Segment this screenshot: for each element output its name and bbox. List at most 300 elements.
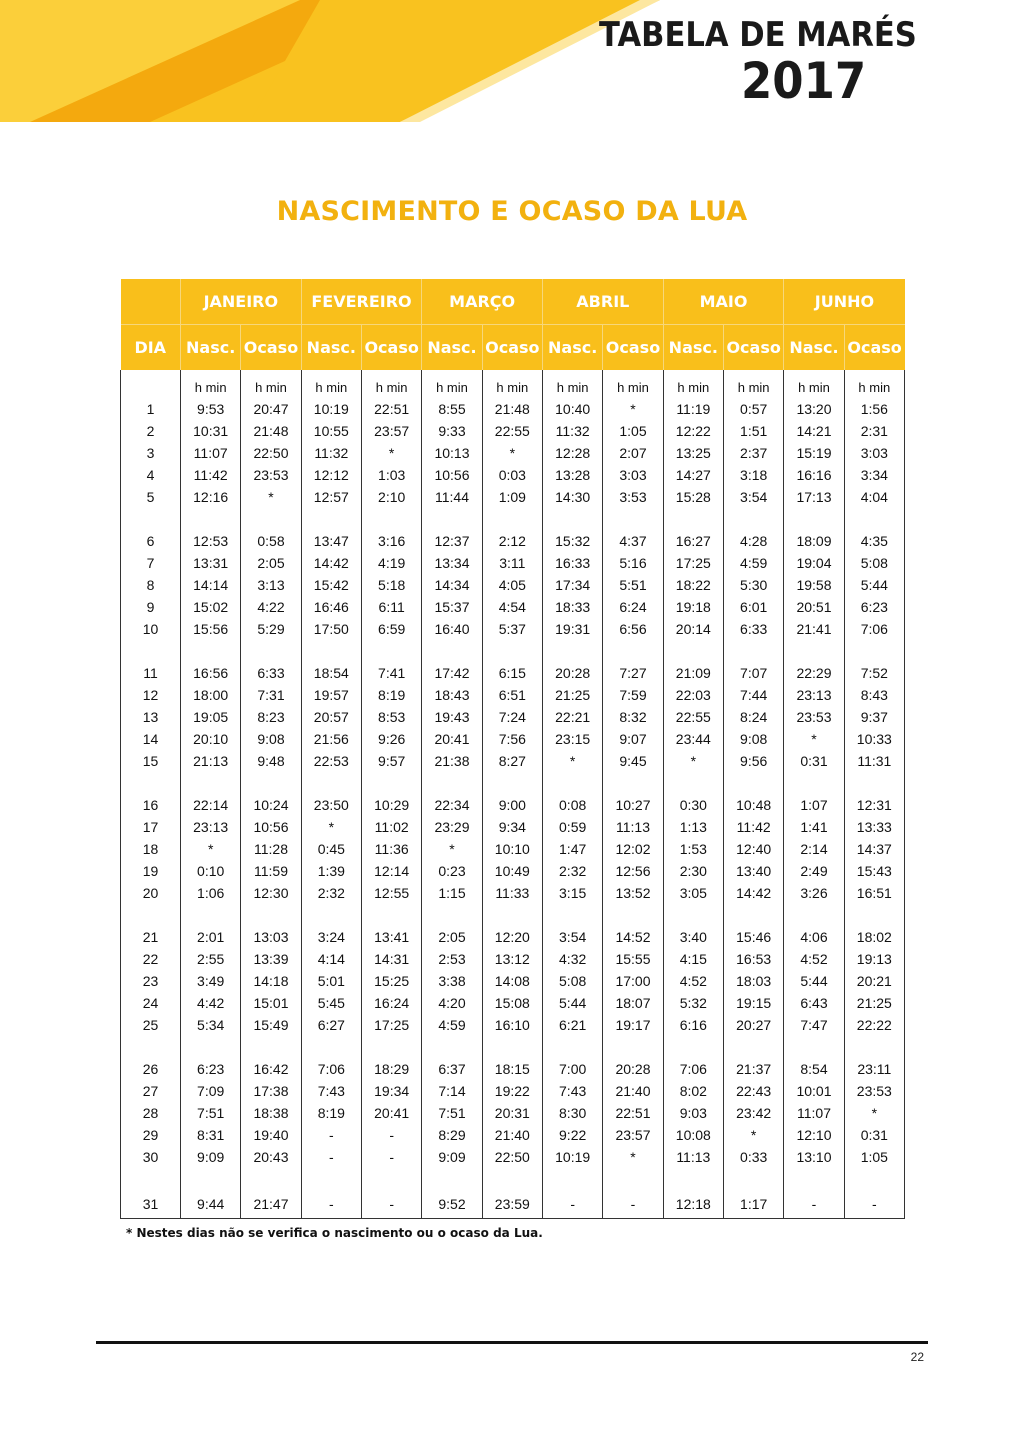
table-row bbox=[121, 1080, 905, 1102]
moonrise-cell: 1:06 bbox=[181, 882, 241, 904]
moonset-cell: 21:40 bbox=[482, 1124, 542, 1146]
moonset-cell: 4:05 bbox=[482, 574, 542, 596]
moonrise-cell: 16:16 bbox=[784, 464, 844, 486]
moonrise-cell: 17:13 bbox=[784, 486, 844, 508]
moonset-cell: 5:29 bbox=[241, 618, 301, 640]
moonrise-cell: 2:01 bbox=[181, 926, 241, 948]
spacer-cell bbox=[663, 508, 723, 530]
moonrise-cell: 15:28 bbox=[663, 486, 723, 508]
moonset-cell: 9:37 bbox=[844, 706, 904, 728]
moonset-cell: 9:56 bbox=[723, 750, 783, 772]
moonrise-cell: 14:27 bbox=[663, 464, 723, 486]
moonset-cell: 7:44 bbox=[723, 684, 783, 706]
table-row bbox=[121, 838, 905, 860]
moonrise-cell: 15:19 bbox=[784, 442, 844, 464]
moonset-cell: 7:59 bbox=[603, 684, 663, 706]
table-row bbox=[121, 596, 905, 618]
spacer-cell bbox=[482, 904, 542, 926]
moonset-cell: 0:57 bbox=[723, 398, 783, 420]
moonrise-cell: 10:13 bbox=[422, 442, 482, 464]
units-cell: h min bbox=[784, 370, 844, 398]
moonrise-cell: 8:30 bbox=[542, 1102, 602, 1124]
moonset-cell: 4:28 bbox=[723, 530, 783, 552]
moonset-cell: 1:51 bbox=[723, 420, 783, 442]
moonrise-cell: 11:32 bbox=[301, 442, 361, 464]
day-cell: 18 bbox=[121, 838, 181, 860]
table-row bbox=[121, 926, 905, 948]
spacer-cell bbox=[361, 1036, 421, 1058]
moonset-cell: 14:08 bbox=[482, 970, 542, 992]
moonset-cell: 4:54 bbox=[482, 596, 542, 618]
moonset-cell: 8:32 bbox=[603, 706, 663, 728]
moonrise-cell: 17:42 bbox=[422, 662, 482, 684]
moonrise-cell: 22:14 bbox=[181, 794, 241, 816]
moonrise-cell: 14:30 bbox=[542, 486, 602, 508]
moonrise-cell: 5:01 bbox=[301, 970, 361, 992]
moonset-cell: 21:48 bbox=[241, 420, 301, 442]
moonset-cell: 0:31 bbox=[844, 1124, 904, 1146]
spacer-cell bbox=[844, 1036, 904, 1058]
moonset-cell: 14:52 bbox=[603, 926, 663, 948]
spacer-cell bbox=[121, 904, 181, 926]
moonset-cell: 15:46 bbox=[723, 926, 783, 948]
moonset-cell: 13:52 bbox=[603, 882, 663, 904]
moonrise-cell: 7:00 bbox=[542, 1058, 602, 1080]
units-cell: h min bbox=[482, 370, 542, 398]
spacer-cell bbox=[844, 508, 904, 530]
moonrise-cell: 7:43 bbox=[542, 1080, 602, 1102]
moonrise-cell: 19:58 bbox=[784, 574, 844, 596]
moonset-cell: 9:45 bbox=[603, 750, 663, 772]
spacer-cell bbox=[241, 508, 301, 530]
spacer-cell bbox=[723, 640, 783, 662]
moonset-cell: 21:48 bbox=[482, 398, 542, 420]
moonset-cell: 21:25 bbox=[844, 992, 904, 1014]
day-cell: 6 bbox=[121, 530, 181, 552]
table-row bbox=[121, 860, 905, 882]
spacer-cell bbox=[422, 1036, 482, 1058]
spacer-cell bbox=[723, 772, 783, 794]
moonrise-cell: 23:13 bbox=[784, 684, 844, 706]
moonset-cell: 9:34 bbox=[482, 816, 542, 838]
moonrise-cell: 10:19 bbox=[542, 1146, 602, 1168]
table-row bbox=[121, 882, 905, 904]
moonset-cell: 4:59 bbox=[723, 552, 783, 574]
spacer-cell bbox=[784, 772, 844, 794]
spacer-cell bbox=[663, 772, 723, 794]
moonrise-cell: 6:43 bbox=[784, 992, 844, 1014]
table-row bbox=[121, 706, 905, 728]
moonrise-cell: 17:50 bbox=[301, 618, 361, 640]
spacer-cell bbox=[542, 772, 602, 794]
moonrise-cell: 3:26 bbox=[784, 882, 844, 904]
moonrise-cell: 17:25 bbox=[663, 552, 723, 574]
moonset-cell: 3:16 bbox=[361, 530, 421, 552]
moonrise-cell: 12:10 bbox=[784, 1124, 844, 1146]
moonset-cell: 6:11 bbox=[361, 596, 421, 618]
table-row bbox=[121, 574, 905, 596]
spacer-cell bbox=[844, 640, 904, 662]
spacer-cell bbox=[784, 640, 844, 662]
moonrise-cell: 5:44 bbox=[784, 970, 844, 992]
moonrise-cell: 20:41 bbox=[422, 728, 482, 750]
day-cell: 12 bbox=[121, 684, 181, 706]
moonset-cell: 7:06 bbox=[844, 618, 904, 640]
table-row bbox=[121, 662, 905, 684]
moonset-cell: - bbox=[361, 1146, 421, 1168]
moonset-cell: 18:15 bbox=[482, 1058, 542, 1080]
moonset-cell: 3:54 bbox=[723, 486, 783, 508]
moonrise-cell: 12:28 bbox=[542, 442, 602, 464]
moonset-cell: 17:38 bbox=[241, 1080, 301, 1102]
moonset-cell: 22:51 bbox=[603, 1102, 663, 1124]
moonrise-cell: - bbox=[784, 1190, 844, 1219]
moonset-cell: 9:08 bbox=[723, 728, 783, 750]
units-cell: h min bbox=[603, 370, 663, 398]
moonset-cell: 6:15 bbox=[482, 662, 542, 684]
moonset-cell: 3:53 bbox=[603, 486, 663, 508]
table-row bbox=[121, 948, 905, 970]
moonrise-cell: 11:19 bbox=[663, 398, 723, 420]
spacer-cell bbox=[301, 640, 361, 662]
moonset-cell: 21:47 bbox=[241, 1190, 301, 1219]
moonset-cell: 10:27 bbox=[603, 794, 663, 816]
moonset-cell: 22:51 bbox=[361, 398, 421, 420]
table-row bbox=[121, 1146, 905, 1168]
moonset-cell: 7:24 bbox=[482, 706, 542, 728]
spacer-cell bbox=[241, 1036, 301, 1058]
moonset-cell: 23:57 bbox=[361, 420, 421, 442]
spacer-cell bbox=[422, 1168, 482, 1190]
spacer-cell bbox=[181, 1036, 241, 1058]
moonset-cell: 20:28 bbox=[603, 1058, 663, 1080]
dia-header: DIA bbox=[121, 325, 181, 371]
moonrise-cell: 5:32 bbox=[663, 992, 723, 1014]
table-body bbox=[121, 370, 905, 1219]
spacer-cell bbox=[542, 508, 602, 530]
moonset-cell: 5:51 bbox=[603, 574, 663, 596]
moonset-cell: 7:56 bbox=[482, 728, 542, 750]
moonrise-cell: 0:10 bbox=[181, 860, 241, 882]
spacer-cell bbox=[301, 772, 361, 794]
table-row bbox=[121, 1014, 905, 1036]
moonrise-cell: 2:32 bbox=[542, 860, 602, 882]
moonrise-cell: 18:22 bbox=[663, 574, 723, 596]
moonset-cell: 12:02 bbox=[603, 838, 663, 860]
moonrise-cell: 15:37 bbox=[422, 596, 482, 618]
moonset-cell: * bbox=[603, 1146, 663, 1168]
day-cell: 13 bbox=[121, 706, 181, 728]
moonset-cell: 23:42 bbox=[723, 1102, 783, 1124]
moonset-cell: 9:48 bbox=[241, 750, 301, 772]
day-cell: 10 bbox=[121, 618, 181, 640]
moonset-cell: * bbox=[482, 442, 542, 464]
moonset-cell: 18:38 bbox=[241, 1102, 301, 1124]
moonrise-cell: 8:54 bbox=[784, 1058, 844, 1080]
moonrise-cell: 14:21 bbox=[784, 420, 844, 442]
moonrise-cell: 12:12 bbox=[301, 464, 361, 486]
moonset-cell: 6:24 bbox=[603, 596, 663, 618]
units-row bbox=[121, 370, 905, 398]
moonrise-cell: * bbox=[542, 750, 602, 772]
day-cell: 3 bbox=[121, 442, 181, 464]
spacer-cell bbox=[301, 1168, 361, 1190]
moonset-cell: 23:53 bbox=[844, 1080, 904, 1102]
moonrise-cell: 9:52 bbox=[422, 1190, 482, 1219]
spacer-cell bbox=[241, 640, 301, 662]
units-cell: h min bbox=[181, 370, 241, 398]
moonset-cell: 1:17 bbox=[723, 1190, 783, 1219]
moonrise-cell: * bbox=[301, 816, 361, 838]
moonset-cell: 18:02 bbox=[844, 926, 904, 948]
moonset-cell: 20:43 bbox=[241, 1146, 301, 1168]
moonrise-cell: 6:37 bbox=[422, 1058, 482, 1080]
moonrise-cell: 10:55 bbox=[301, 420, 361, 442]
moonrise-cell: 23:53 bbox=[784, 706, 844, 728]
moonrise-cell: 0:23 bbox=[422, 860, 482, 882]
moonrise-cell: 4:32 bbox=[542, 948, 602, 970]
spacer-cell bbox=[361, 1168, 421, 1190]
moonrise-cell: 16:33 bbox=[542, 552, 602, 574]
moonrise-cell: 11:44 bbox=[422, 486, 482, 508]
spacer-cell bbox=[301, 1036, 361, 1058]
table-row bbox=[121, 552, 905, 574]
moonrise-cell: 22:55 bbox=[663, 706, 723, 728]
moonrise-cell: 19:18 bbox=[663, 596, 723, 618]
moonrise-cell: 9:09 bbox=[181, 1146, 241, 1168]
moonset-cell: 19:13 bbox=[844, 948, 904, 970]
spacer-cell bbox=[603, 508, 663, 530]
moonset-cell: 10:48 bbox=[723, 794, 783, 816]
set-header: Ocaso bbox=[241, 325, 301, 371]
spacer-cell bbox=[723, 508, 783, 530]
moonset-cell: 15:08 bbox=[482, 992, 542, 1014]
moonset-cell: 15:43 bbox=[844, 860, 904, 882]
spacer-cell bbox=[181, 640, 241, 662]
moonset-cell: 2:12 bbox=[482, 530, 542, 552]
moonrise-cell: 4:52 bbox=[663, 970, 723, 992]
spacer-cell bbox=[603, 904, 663, 926]
moonset-cell: 20:47 bbox=[241, 398, 301, 420]
moonset-cell: 22:55 bbox=[482, 420, 542, 442]
rise-header: Nasc. bbox=[542, 325, 602, 371]
moonrise-cell: 21:09 bbox=[663, 662, 723, 684]
month-header: MAIO bbox=[663, 279, 784, 325]
day-cell: 28 bbox=[121, 1102, 181, 1124]
moonrise-cell: 4:14 bbox=[301, 948, 361, 970]
day-cell: 17 bbox=[121, 816, 181, 838]
units-cell: h min bbox=[301, 370, 361, 398]
spacer-row bbox=[121, 1168, 905, 1190]
moonrise-cell: 10:31 bbox=[181, 420, 241, 442]
month-header: JUNHO bbox=[784, 279, 905, 325]
moonrise-cell: 23:29 bbox=[422, 816, 482, 838]
moonset-cell: 9:08 bbox=[241, 728, 301, 750]
spacer-row bbox=[121, 772, 905, 794]
section-title: NASCIMENTO E OCASO DA LUA bbox=[276, 196, 748, 227]
spacer-cell bbox=[181, 904, 241, 926]
day-cell: 4 bbox=[121, 464, 181, 486]
day-cell: 8 bbox=[121, 574, 181, 596]
moonset-cell: 9:00 bbox=[482, 794, 542, 816]
moonrise-cell: 3:49 bbox=[181, 970, 241, 992]
moonrise-cell: 5:08 bbox=[542, 970, 602, 992]
moonset-cell: 1:09 bbox=[482, 486, 542, 508]
moonrise-cell: 21:38 bbox=[422, 750, 482, 772]
moonset-cell: 3:03 bbox=[844, 442, 904, 464]
spacer-cell bbox=[301, 508, 361, 530]
moonset-cell: 13:03 bbox=[241, 926, 301, 948]
spacer-cell bbox=[603, 1168, 663, 1190]
moonrise-cell: 4:59 bbox=[422, 1014, 482, 1036]
spacer-cell bbox=[784, 1168, 844, 1190]
spacer-cell bbox=[542, 1036, 602, 1058]
table-row bbox=[121, 970, 905, 992]
moonrise-cell: 16:40 bbox=[422, 618, 482, 640]
moonset-cell: 11:13 bbox=[603, 816, 663, 838]
table-row bbox=[121, 530, 905, 552]
spacer-row bbox=[121, 1036, 905, 1058]
moonrise-cell: 3:54 bbox=[542, 926, 602, 948]
day-cell: 14 bbox=[121, 728, 181, 750]
spacer-cell bbox=[603, 640, 663, 662]
moonset-cell: 7:27 bbox=[603, 662, 663, 684]
table-row bbox=[121, 816, 905, 838]
moonset-cell: 15:25 bbox=[361, 970, 421, 992]
table-row bbox=[121, 464, 905, 486]
moonrise-cell: 13:47 bbox=[301, 530, 361, 552]
moonset-cell: 1:05 bbox=[844, 1146, 904, 1168]
moonset-cell: 20:41 bbox=[361, 1102, 421, 1124]
moonrise-cell: 6:16 bbox=[663, 1014, 723, 1036]
moonrise-cell: 16:46 bbox=[301, 596, 361, 618]
moonset-cell: 4:37 bbox=[603, 530, 663, 552]
moonset-cell: 11:31 bbox=[844, 750, 904, 772]
spacer-cell bbox=[121, 772, 181, 794]
day-cell: 26 bbox=[121, 1058, 181, 1080]
moonrise-cell: 19:05 bbox=[181, 706, 241, 728]
moonset-cell: 18:29 bbox=[361, 1058, 421, 1080]
moonset-cell: 11:02 bbox=[361, 816, 421, 838]
moonrise-cell: 10:40 bbox=[542, 398, 602, 420]
moon-table-container bbox=[120, 279, 904, 1219]
moonrise-cell: 9:09 bbox=[422, 1146, 482, 1168]
moonset-cell: 7:31 bbox=[241, 684, 301, 706]
spacer-cell bbox=[181, 1168, 241, 1190]
moonset-cell: 2:05 bbox=[241, 552, 301, 574]
set-header: Ocaso bbox=[361, 325, 421, 371]
table-row bbox=[121, 684, 905, 706]
day-cell: 9 bbox=[121, 596, 181, 618]
day-cell: 11 bbox=[121, 662, 181, 684]
moonset-cell: 18:03 bbox=[723, 970, 783, 992]
moonset-cell: 12:14 bbox=[361, 860, 421, 882]
spacer-cell bbox=[603, 772, 663, 794]
moonset-cell: 6:33 bbox=[241, 662, 301, 684]
moonset-cell: 23:11 bbox=[844, 1058, 904, 1080]
moonrise-cell: 4:20 bbox=[422, 992, 482, 1014]
moonset-cell: 2:07 bbox=[603, 442, 663, 464]
moonset-cell: 13:41 bbox=[361, 926, 421, 948]
moonset-cell: 2:31 bbox=[844, 420, 904, 442]
moonrise-cell: 13:31 bbox=[181, 552, 241, 574]
spacer-cell bbox=[422, 904, 482, 926]
spacer-cell bbox=[844, 772, 904, 794]
moonrise-cell: 6:27 bbox=[301, 1014, 361, 1036]
moonset-cell: 20:21 bbox=[844, 970, 904, 992]
moonrise-cell: 4:15 bbox=[663, 948, 723, 970]
moonset-cell: 23:59 bbox=[482, 1190, 542, 1219]
moonrise-cell: 5:44 bbox=[542, 992, 602, 1014]
moonrise-cell: 12:37 bbox=[422, 530, 482, 552]
moonrise-cell: 20:57 bbox=[301, 706, 361, 728]
spacer-cell bbox=[121, 1168, 181, 1190]
moonrise-cell: 2:55 bbox=[181, 948, 241, 970]
moonset-cell: 7:07 bbox=[723, 662, 783, 684]
spacer-cell bbox=[603, 1036, 663, 1058]
moonrise-cell: 17:34 bbox=[542, 574, 602, 596]
moonset-cell: 2:37 bbox=[723, 442, 783, 464]
moonrise-cell: 15:42 bbox=[301, 574, 361, 596]
moonrise-cell: 7:14 bbox=[422, 1080, 482, 1102]
moonrise-cell: 5:34 bbox=[181, 1014, 241, 1036]
spacer-cell bbox=[482, 1168, 542, 1190]
moonset-cell: - bbox=[844, 1190, 904, 1219]
moonrise-cell: 6:23 bbox=[181, 1058, 241, 1080]
document-title bbox=[598, 15, 952, 110]
moonrise-cell: 12:16 bbox=[181, 486, 241, 508]
moonset-cell: 12:40 bbox=[723, 838, 783, 860]
moonrise-cell: 11:13 bbox=[663, 1146, 723, 1168]
table-row bbox=[121, 728, 905, 750]
moonset-cell: 15:49 bbox=[241, 1014, 301, 1036]
spacer-cell bbox=[422, 640, 482, 662]
spacer-cell bbox=[241, 904, 301, 926]
moonset-cell: 1:56 bbox=[844, 398, 904, 420]
moonrise-cell: 20:28 bbox=[542, 662, 602, 684]
moonrise-cell: 8:02 bbox=[663, 1080, 723, 1102]
document-title-line1: TABELA DE MARÉS bbox=[598, 15, 917, 55]
moonset-cell: 8:27 bbox=[482, 750, 542, 772]
moonrise-cell: 1:07 bbox=[784, 794, 844, 816]
spacer-cell bbox=[784, 1036, 844, 1058]
moonrise-cell: 15:32 bbox=[542, 530, 602, 552]
moonset-cell: 8:23 bbox=[241, 706, 301, 728]
spacer-cell bbox=[723, 1036, 783, 1058]
moonset-cell: 14:31 bbox=[361, 948, 421, 970]
moonrise-cell: 3:38 bbox=[422, 970, 482, 992]
rise-header: Nasc. bbox=[301, 325, 361, 371]
moonrise-cell: 18:00 bbox=[181, 684, 241, 706]
moonrise-cell: 14:14 bbox=[181, 574, 241, 596]
moonrise-cell: 22:34 bbox=[422, 794, 482, 816]
moonrise-cell: 1:39 bbox=[301, 860, 361, 882]
moonrise-cell: 12:57 bbox=[301, 486, 361, 508]
moonrise-cell: 23:44 bbox=[663, 728, 723, 750]
moonrise-cell: 20:14 bbox=[663, 618, 723, 640]
moonset-cell: 20:27 bbox=[723, 1014, 783, 1036]
moonset-cell: 1:05 bbox=[603, 420, 663, 442]
moonrise-cell: 18:09 bbox=[784, 530, 844, 552]
moonset-cell: 11:42 bbox=[723, 816, 783, 838]
moonset-cell: 23:57 bbox=[603, 1124, 663, 1146]
moonrise-cell: 14:34 bbox=[422, 574, 482, 596]
day-cell: 30 bbox=[121, 1146, 181, 1168]
moonset-cell: 4:19 bbox=[361, 552, 421, 574]
day-cell: 31 bbox=[121, 1190, 181, 1219]
rise-header: Nasc. bbox=[422, 325, 482, 371]
table-row bbox=[121, 992, 905, 1014]
